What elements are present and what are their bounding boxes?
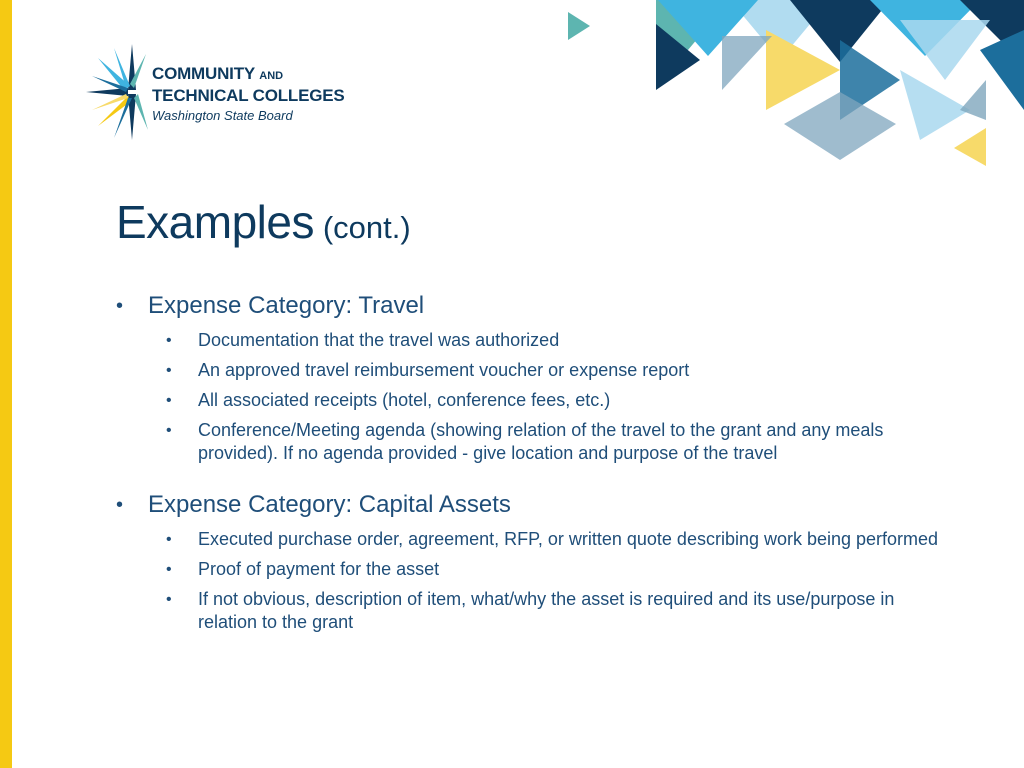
section-items [116, 528, 956, 634]
logo-wordmark [152, 64, 372, 125]
logo [84, 40, 374, 144]
title-suffix: (cont.) [322, 210, 411, 245]
logo-and: AND [259, 70, 284, 82]
logo-community: COMMUNITY [152, 64, 255, 83]
list-item [116, 588, 956, 634]
section-heading-text: Expense Category: Capital Assets [148, 491, 511, 518]
deco-triangle-small-yellow [954, 128, 986, 166]
sub-bullet: • [166, 422, 172, 439]
deco-shape [722, 36, 772, 90]
section-heading [116, 489, 956, 521]
logo-line-2: TECHNICAL COLLEGES [152, 86, 345, 105]
deco-shape [784, 92, 896, 160]
list-item [116, 528, 956, 551]
logo-line-1 [152, 64, 372, 86]
bullet: • [116, 295, 124, 317]
deco-shape [960, 80, 986, 120]
list-item [116, 389, 956, 412]
left-accent-bar [0, 0, 12, 768]
sub-bullet: • [166, 332, 172, 349]
list-item [116, 359, 956, 382]
deco-shape [900, 20, 990, 80]
decorative-triangles [540, 0, 1024, 180]
slide-title [116, 192, 411, 258]
list-item-text: Proof of payment for the asset [198, 559, 440, 579]
section-capital-assets [116, 489, 956, 634]
logo-subtitle: Washington State Board [152, 108, 293, 123]
section-heading [116, 290, 956, 322]
section-heading-text: Expense Category: Travel [148, 292, 425, 319]
list-item [116, 419, 956, 465]
title-main: Examples [116, 196, 314, 248]
deco-shape [900, 70, 970, 140]
logo-ray [134, 94, 148, 130]
list-item-text: An approved travel reimbursement voucher or expense report [198, 360, 690, 380]
section-travel [116, 290, 956, 465]
sub-bullet: • [166, 362, 172, 379]
list-item-text: Conference/Meeting agenda (showing relation of the travel to the grant and any meals provided). If no agenda provided - give location and purpose of the travel [198, 420, 884, 463]
deco-shape [980, 30, 1024, 110]
sub-bullet: • [166, 561, 172, 578]
list-item [116, 558, 956, 581]
section-items [116, 329, 956, 465]
list-item-text: Documentation that the travel was authorized [198, 330, 560, 350]
list-item-text: All associated receipts (hotel, conference fees, etc.) [198, 390, 611, 410]
list-item [116, 329, 956, 352]
bullet: • [116, 494, 124, 516]
sub-bullet: • [166, 392, 172, 409]
list-item-text: Executed purchase order, agreement, RFP, or written quote describing work being performed [198, 529, 939, 549]
slide-content [116, 290, 956, 658]
sub-bullet: • [166, 591, 172, 608]
starburst-logo-icon [84, 40, 150, 144]
sub-bullet: • [166, 531, 172, 548]
deco-triangle-small-teal [568, 12, 590, 40]
list-item-text: If not obvious, description of item, what/why the asset is required and its use/purpose in relation to the grant [198, 589, 895, 632]
